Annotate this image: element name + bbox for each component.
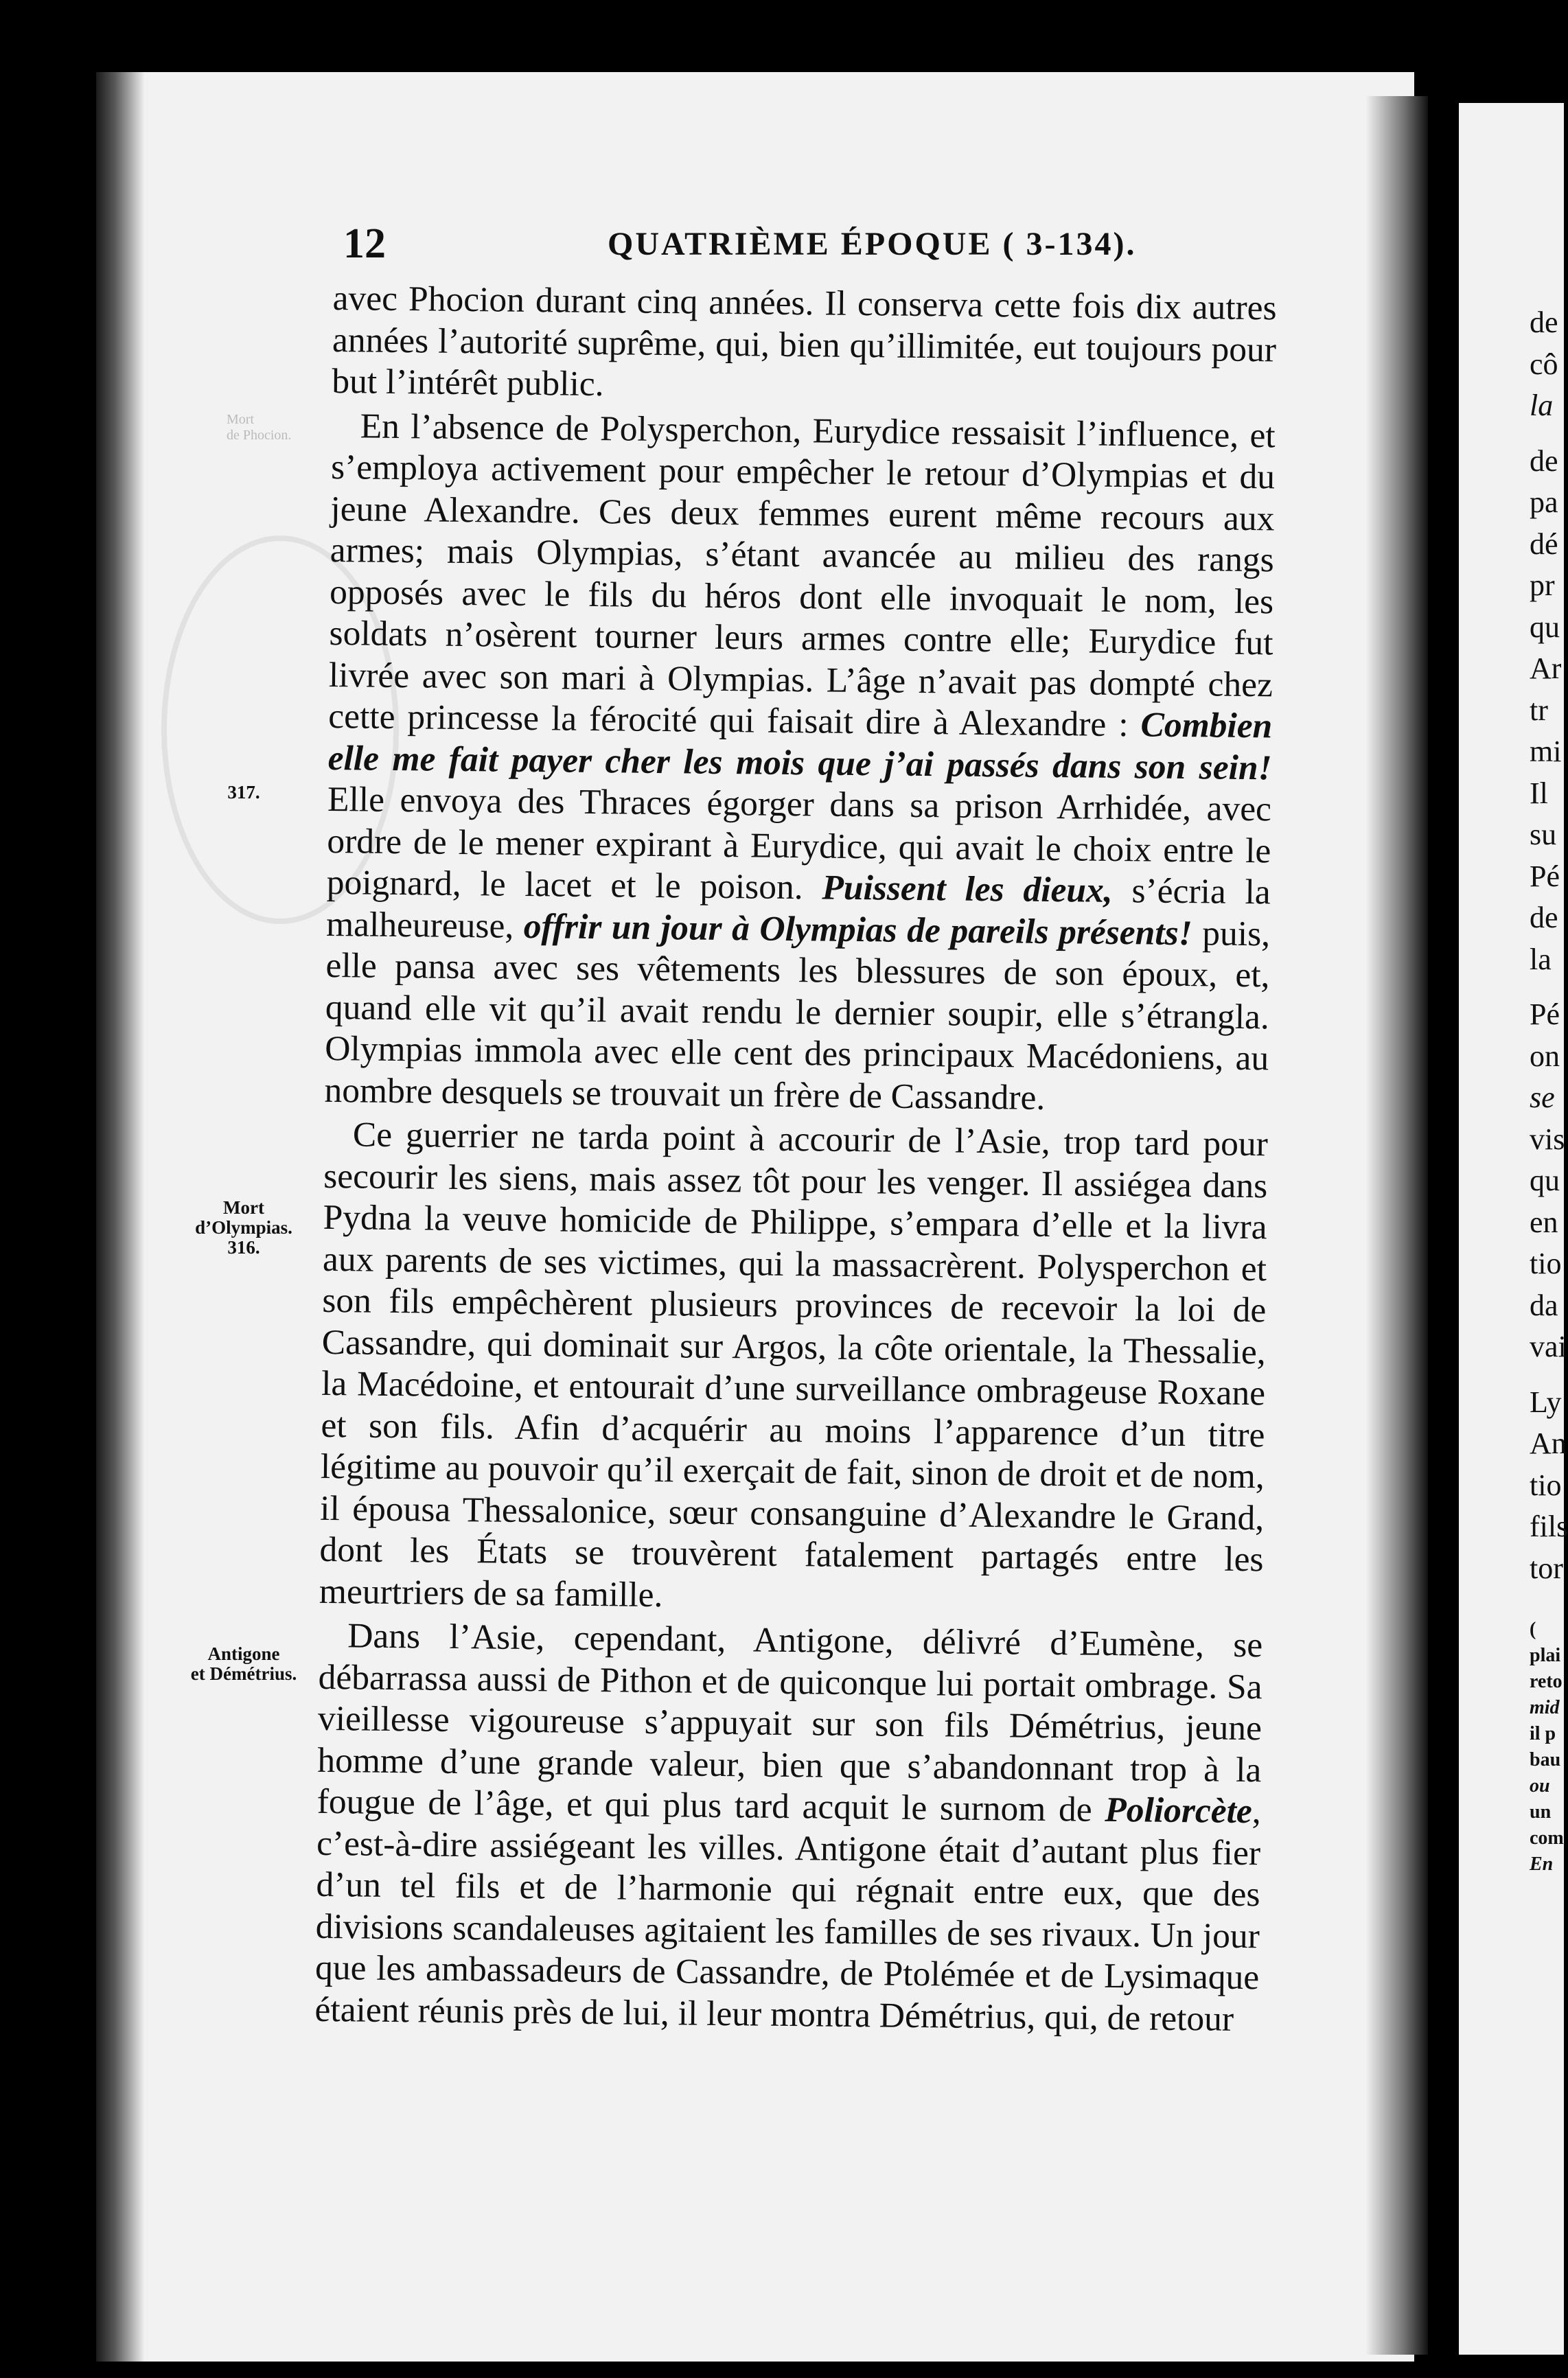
right-page-line: Pé — [1530, 859, 1560, 893]
right-page-line: qu — [1530, 610, 1560, 644]
right-page-line: vis — [1530, 1122, 1565, 1156]
right-page-line: en — [1530, 1205, 1558, 1239]
spacer — [1530, 1589, 1564, 1617]
right-page-line: tio — [1530, 1247, 1562, 1280]
right-page-line: cô — [1530, 347, 1558, 381]
right-page-line: com — [1530, 1827, 1564, 1849]
right-page-line: dé — [1530, 527, 1558, 561]
right-page-line: pa — [1530, 485, 1558, 519]
right-page-line: un — [1530, 1801, 1552, 1823]
text-run: s’écria la malheureuse, — [325, 870, 1271, 946]
right-page-line: pr — [1530, 568, 1555, 602]
right-page-line: de — [1530, 901, 1558, 934]
margin-note-317: 317. — [227, 782, 260, 803]
right-page-line: Pé — [1530, 997, 1560, 1031]
text-run: puis, elle pansa avec ses vêtements les blessures de son époux, et, quand elle vit qu’il avait rendu le dernier soupir, elle s’étrangla. Olympias immola avec elle cent des principaux Macédoniens, au nombre desquels se trouvait un frère de Cassandre. — [324, 913, 1271, 1118]
spacer — [1530, 1368, 1564, 1382]
right-page-line: tr — [1530, 693, 1548, 727]
right-page-line: Ly — [1530, 1385, 1562, 1419]
paragraph — [324, 405, 1276, 1121]
right-page-line: il p — [1530, 1723, 1556, 1744]
spacer — [1530, 980, 1564, 994]
text-run: , c’est-à-dire assiégeant les villes. Antigone était d’autant plus fier d’un tel fils et de l’harmonie qui régnait entre eux, que des divisions scandaleuses agitaient les familles de ses rivaux. Un jour que les ambassadeurs de Cassandre, de Ptolémée et de Lysimaque étaient réunis près de lui, il leur montra Démétrius, qui, de retour — [314, 1792, 1261, 2039]
italic-quote: Puissent les dieux, — [822, 868, 1114, 910]
right-page-line: on — [1530, 1039, 1560, 1073]
right-page-line: An — [1530, 1427, 1567, 1460]
spacer — [1530, 427, 1564, 441]
italic-quote: Combien elle me fait payer cher les mois que j’ai passés dans son sein! — [327, 705, 1273, 787]
right-page-line: reto — [1530, 1671, 1563, 1692]
text-run: avec Phocion durant cinq années. Il conserva cette fois dix autres années l’autorité suprême, qui, bien qu’illimitée, eut toujours pour but l’intérêt public. — [332, 278, 1277, 404]
margin-note-antigone: Antigone et Démétrius. — [190, 1643, 297, 1684]
right-page-line: vai — [1530, 1330, 1567, 1363]
margin-note-death-olympias: Mort d’Olympias. 316. — [195, 1197, 292, 1258]
right-page-line: tor — [1530, 1551, 1563, 1585]
right-page-line: qu — [1530, 1164, 1560, 1197]
right-page-line: da — [1530, 1288, 1558, 1322]
right-page-line: tio — [1530, 1468, 1562, 1502]
right-page-line: ou — [1530, 1775, 1550, 1797]
faint-margin-note: Mort de Phocion. — [227, 412, 292, 443]
paragraph — [319, 1114, 1269, 1622]
page-header — [343, 220, 1277, 275]
right-page-line: la — [1530, 389, 1554, 422]
right-page-line: se — [1530, 1081, 1555, 1114]
text-run: Ce guerrier ne tarda point à accourir de l’Asie, trop tard pour secourir les siens, mais assez tôt pour les venger. Il assiégea dans Pydna la veuve homicide de Philippe, s’empara d’elle et la livra aux parents de ses victimes, qui la massacrèrent. Polysperchon et son fils empêchèrent plusieurs provinces de recevoir la loi de Cassandre, qui dominait sur Argos, la côte orientale, la Thessalie, la Macédoine, et entourait d’une surveillance ombrageuse Roxane et son fils. Afin d’acquérir au moins l’apparence d’un titre légitime au pouvoir qu’il exerçait de fait, sinon de droit et de nom, il épousa Thessalonice, sœur consanguine d’Alexandre le Grand, dont les États se trouvèrent fatalement partagés entre les meurtriers de sa famille. — [319, 1115, 1269, 1615]
right-page-fragments — [1530, 302, 1568, 1878]
right-page-line: mi — [1530, 735, 1562, 768]
right-page-line: plai — [1530, 1645, 1561, 1666]
paragraph — [314, 1615, 1263, 2040]
gutter-shadow — [1366, 96, 1428, 2355]
right-page-line: fils — [1530, 1510, 1568, 1543]
text-run: Dans l’Asie, cependant, Antigone, délivré d’Eumène, se débarrassa aussi de Pithon et de quiconque lui portait ombrage. Sa vieillesse vigoureuse s’appuyait sur son fils Démétrius, jeune homme d’une grande valeur, bien que s’abandonnant trop à la fougue de l’âge, et qui plus tard acquit le surnom de — [316, 1616, 1263, 1829]
right-page-line: ( — [1530, 1619, 1536, 1640]
text-run: En l’absence de Polysperchon, Eurydice ressaisit l’influence, et s’employa activement pour empêcher le retour d’Olympias et du jeune Alexandre. Ces deux femmes eurent même recours aux armes; mais Olympias, s’étant avancée au milieu des rangs opposés avec le fils du héros dont elle invoquait le nom, les soldats n’osèrent tourner leurs armes contre elle; Eurydice fut livrée avec son mari à Olympias. L’âge n’avait pas dompté chez cette princesse la férocité qui faisait dire à Alexandre : — [328, 406, 1276, 745]
body-text — [314, 278, 1277, 2040]
right-page-line: mid — [1530, 1697, 1560, 1718]
page-number: 12 — [343, 220, 386, 267]
right-page-line: Il — [1530, 776, 1548, 810]
right-page-line: de — [1530, 305, 1558, 339]
book-binding — [96, 72, 144, 2362]
running-title: QUATRIÈME ÉPOQUE ( 3-134). — [608, 226, 1137, 262]
right-page-line: En — [1530, 1854, 1554, 1875]
italic-quote: Poliorcète — [1105, 1790, 1253, 1832]
right-page-line: bau — [1530, 1749, 1561, 1770]
paragraph — [332, 278, 1277, 413]
right-page-line: la — [1530, 942, 1552, 976]
text-run: Elle envoya des Thraces égorger dans sa prison Arrhidée, avec ordre de le mener expirant à Eurydice, qui avait le choix entre le poignard, le lacet et le poison. — [326, 779, 1272, 908]
right-page-line: su — [1530, 818, 1557, 851]
right-page-line: Ar — [1530, 651, 1562, 685]
italic-quote: offrir un jour à Olympias de pareils présents! — [523, 906, 1193, 953]
right-page-line: de — [1530, 443, 1558, 478]
